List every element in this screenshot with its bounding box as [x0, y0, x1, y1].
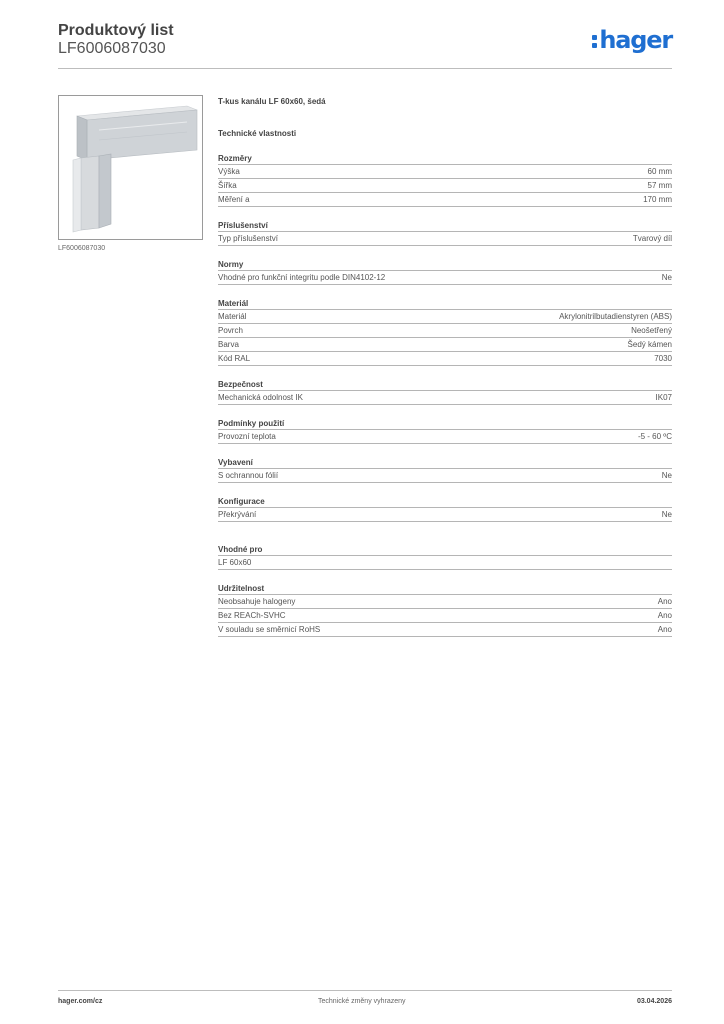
- section-title: Materiál: [218, 298, 672, 310]
- spec-value: Ano: [657, 611, 672, 620]
- spec-label: Měření a: [218, 195, 250, 204]
- section-normy: [218, 259, 672, 285]
- spec-label: Materiál: [218, 312, 247, 321]
- section-rozmery: [218, 153, 672, 207]
- spec-value: Ne: [661, 510, 672, 519]
- spec-row: [218, 352, 672, 366]
- footer-date: 03.04.2026: [636, 998, 672, 1005]
- section-udrzitelnost: [218, 583, 672, 637]
- spec-row: [218, 193, 672, 207]
- spec-label: Mechanická odolnost IK: [218, 393, 303, 402]
- spec-label: Vhodné pro funkční integritu podle DIN4102-12: [218, 273, 386, 282]
- section-title: Rozměry: [218, 153, 672, 165]
- cable-trunking-t-piece-image: [59, 96, 202, 239]
- spec-value: Neošetřený: [631, 326, 672, 335]
- spec-label: V souladu se směrnicí RoHS: [218, 625, 321, 634]
- footer-note: Technické změny vyhrazeny: [318, 998, 406, 1005]
- spec-row: [218, 271, 672, 285]
- spec-row: [218, 469, 672, 483]
- section-title: Příslušenství: [218, 220, 672, 232]
- spec-label: Typ příslušenství: [218, 234, 279, 243]
- spec-label: S ochrannou fólií: [218, 471, 279, 480]
- spec-value: 7030: [654, 354, 672, 363]
- spec-value: Ano: [657, 597, 672, 606]
- section-bezpecnost: [218, 379, 672, 405]
- spec-label: Šířka: [218, 181, 237, 190]
- section-vhodne-pro: [218, 544, 672, 570]
- spec-label: Výška: [218, 167, 240, 176]
- page-title: Produktový list: [58, 22, 174, 39]
- footer-website-link[interactable]: hager.com/cz: [58, 998, 103, 1005]
- spec-value: Tvarový díl: [632, 234, 672, 243]
- spec-value: Ne: [661, 273, 672, 282]
- spec-label: Kód RAL: [218, 354, 251, 363]
- section-prislusenstvi: [218, 220, 672, 246]
- spec-row: [218, 508, 672, 522]
- page-footer: [58, 998, 672, 1010]
- logo-colon-icon: [592, 31, 598, 49]
- spec-row: [218, 609, 672, 623]
- spec-value: 60 mm: [647, 167, 672, 176]
- hager-logo: [592, 27, 672, 53]
- spec-row: [218, 310, 672, 324]
- spec-value: Šedý kámen: [627, 340, 672, 349]
- spec-row: [218, 391, 672, 405]
- spec-label: Bez REACh-SVHC: [218, 611, 286, 620]
- section-title: Vybavení: [218, 457, 672, 469]
- spec-label: Provozní teplota: [218, 432, 276, 441]
- spec-row: [218, 338, 672, 352]
- section-title: Vhodné pro: [218, 544, 672, 556]
- spec-value: Ne: [661, 471, 672, 480]
- spec-row: [218, 556, 672, 570]
- section-konfigurace: [218, 496, 672, 522]
- section-title: Bezpečnost: [218, 379, 672, 391]
- spec-label: Barva: [218, 340, 239, 349]
- section-material: [218, 298, 672, 366]
- spec-row: [218, 179, 672, 193]
- spec-row: [218, 165, 672, 179]
- spec-row: [218, 595, 672, 609]
- section-title: Normy: [218, 259, 672, 271]
- spec-label: Překrývání: [218, 510, 257, 519]
- tech-heading: Technické vlastnosti: [218, 129, 297, 138]
- spec-label: Neobsahuje halogeny: [218, 597, 296, 606]
- spec-value: IK07: [655, 393, 672, 402]
- spec-value: -5 - 60 ºC: [637, 432, 672, 441]
- section-title: Udržitelnost: [218, 583, 672, 595]
- product-code: LF6006087030: [58, 40, 166, 57]
- spec-label: Povrch: [218, 326, 243, 335]
- section-title: Podmínky použití: [218, 418, 672, 430]
- product-name: T-kus kanálu LF 60x60, šedá: [218, 97, 326, 106]
- header-divider: [58, 68, 672, 69]
- page-header: [58, 22, 672, 66]
- footer-divider: [58, 990, 672, 991]
- section-podminky: [218, 418, 672, 444]
- logo-text: hager: [599, 26, 672, 54]
- section-title: Konfigurace: [218, 496, 672, 508]
- spec-value: 170 mm: [643, 195, 672, 204]
- spec-value: 57 mm: [647, 181, 672, 190]
- image-caption: LF6006087030: [58, 245, 106, 252]
- product-image: [58, 95, 203, 240]
- spec-row: [218, 324, 672, 338]
- section-vybaveni: [218, 457, 672, 483]
- spec-value: Akrylonitrilbutadienstyren (ABS): [559, 312, 672, 321]
- spec-content: [218, 96, 672, 637]
- spec-value: Ano: [657, 625, 672, 634]
- spec-row: [218, 232, 672, 246]
- spec-row: [218, 623, 672, 637]
- spec-label: LF 60x60: [218, 558, 252, 567]
- spec-row: [218, 430, 672, 444]
